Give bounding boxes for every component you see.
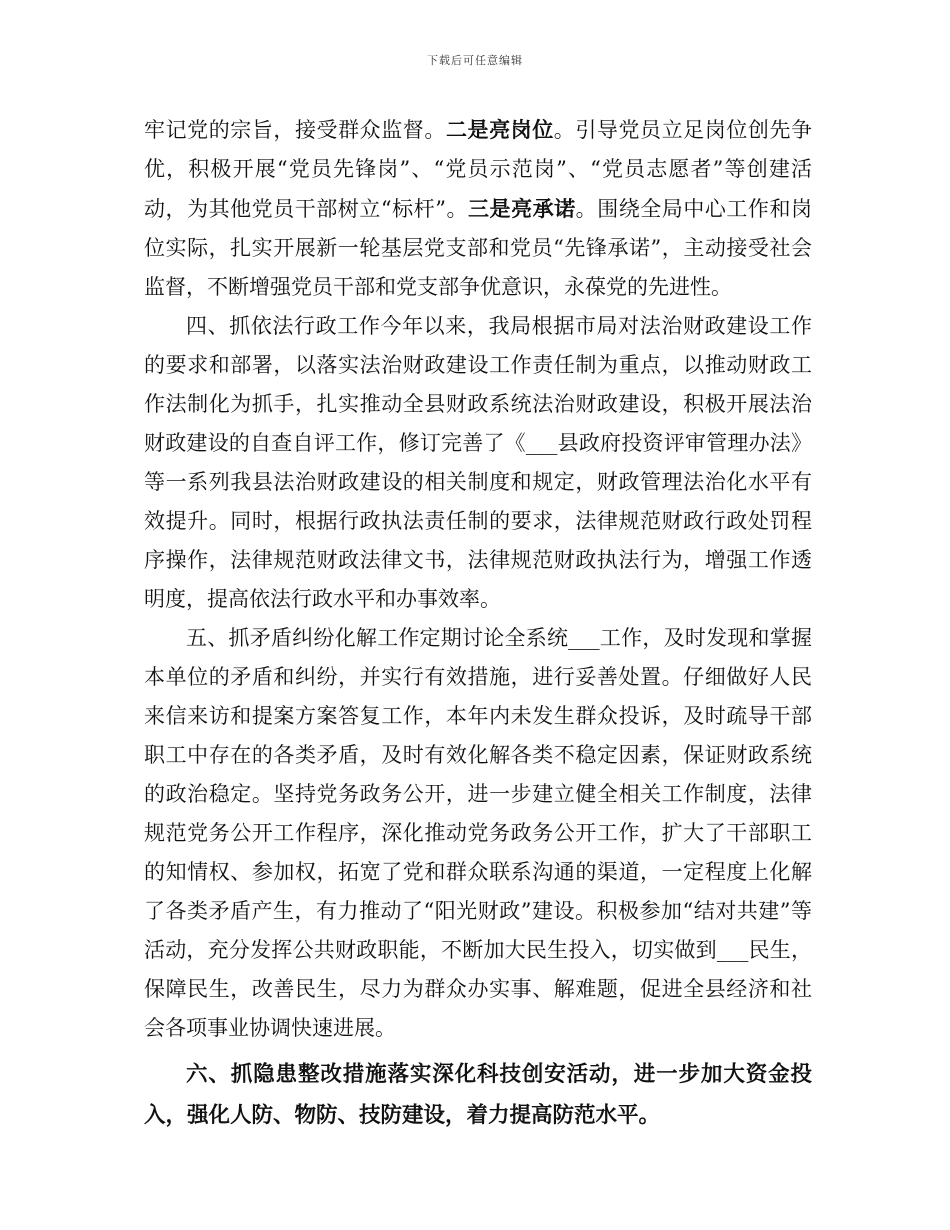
paragraph-dispute-resolution: 五、抓矛盾纠纷化解工作定期讨论全系统___工作，及时发现和掌握本单位的矛盾和纠纷，并实行有效措施，进行妥善处置。仔细做好人民来信来访和提案方案答复工作，本年内未发生群众投诉，及时疏导干部职工中存在的各类矛盾，及时有效化解各类不稳定因素，保证财政系统的政治稳定。坚持党务政务公开，进一步建立健全相关工作制度，法律规范党务公开工作程序，深化推动党务政务公开工作，扩大了干部职工的知情权、参加权，拓宽了党和群众联系沟通的渠道，一定程度上化解了各类矛盾产生，有力推动了“阳光财政”建设。积极参加“结对共建”等活动，充分发挥公共财政职能，不断加大民生投入，切实做到___民生，保障民生，改善民生，尽力为群众办实事、解难题，促进全县经济和社会各项事业协调快速进展。 bbox=[144, 626, 812, 1040]
document-body bbox=[144, 110, 812, 1136]
text-segment: 。围绕全局中心工作和岗位实际，扎实开展新一轮基层党支部和党员“先锋承诺”，主动接受社会监督，不断增强党员干部和党支部争优意识，永葆党的先进性。 bbox=[144, 197, 812, 299]
text-segment: 。引导党员立足岗位创先争优，积极开展“党员先锋岗”、“党员示范岗”、“党员志愿者”等创建活动，为其他党员干部树立“标杆”。 bbox=[144, 118, 813, 221]
text-segment: 牢记党的宗旨，接受群众监督。 bbox=[144, 118, 446, 142]
page-header: 下载后可任意编辑 bbox=[427, 54, 523, 67]
paragraph-rule-of-law: 四、抓依法行政工作今年以来，我局根据市局对法治财政建设工作的要求和部署，以落实法治财政建设工作责任制为重点，以推动财政工作法制化为抓手，扎实推动全县财政系统法治财政建设，积极开展法治财政建设的自查自评工作，修订完善了《___县政府投资评审管理办法》等一系列我县法治财政建设的相关制度和规定，财政管理法治化水平有效提升。同时，根据行政执法责任制的要求，法律规范财政行政处罚程序操作，法律规范财政法律文书，法律规范财政执法行为，增强工作透明度，提高依法行政水平和办事效率。 bbox=[144, 314, 812, 611]
paragraph-party-duties bbox=[144, 110, 812, 307]
bold-heading-commitment: 三是亮承诺 bbox=[468, 196, 576, 221]
paragraph-hazard-rectification: 六、抓隐患整改措施落实深化科技创安活动，进一步加大资金投入，强化人防、物防、技防建设，着力提高防范水平。 bbox=[144, 1062, 812, 1128]
bold-heading-post: 二是亮岗位 bbox=[445, 117, 554, 142]
